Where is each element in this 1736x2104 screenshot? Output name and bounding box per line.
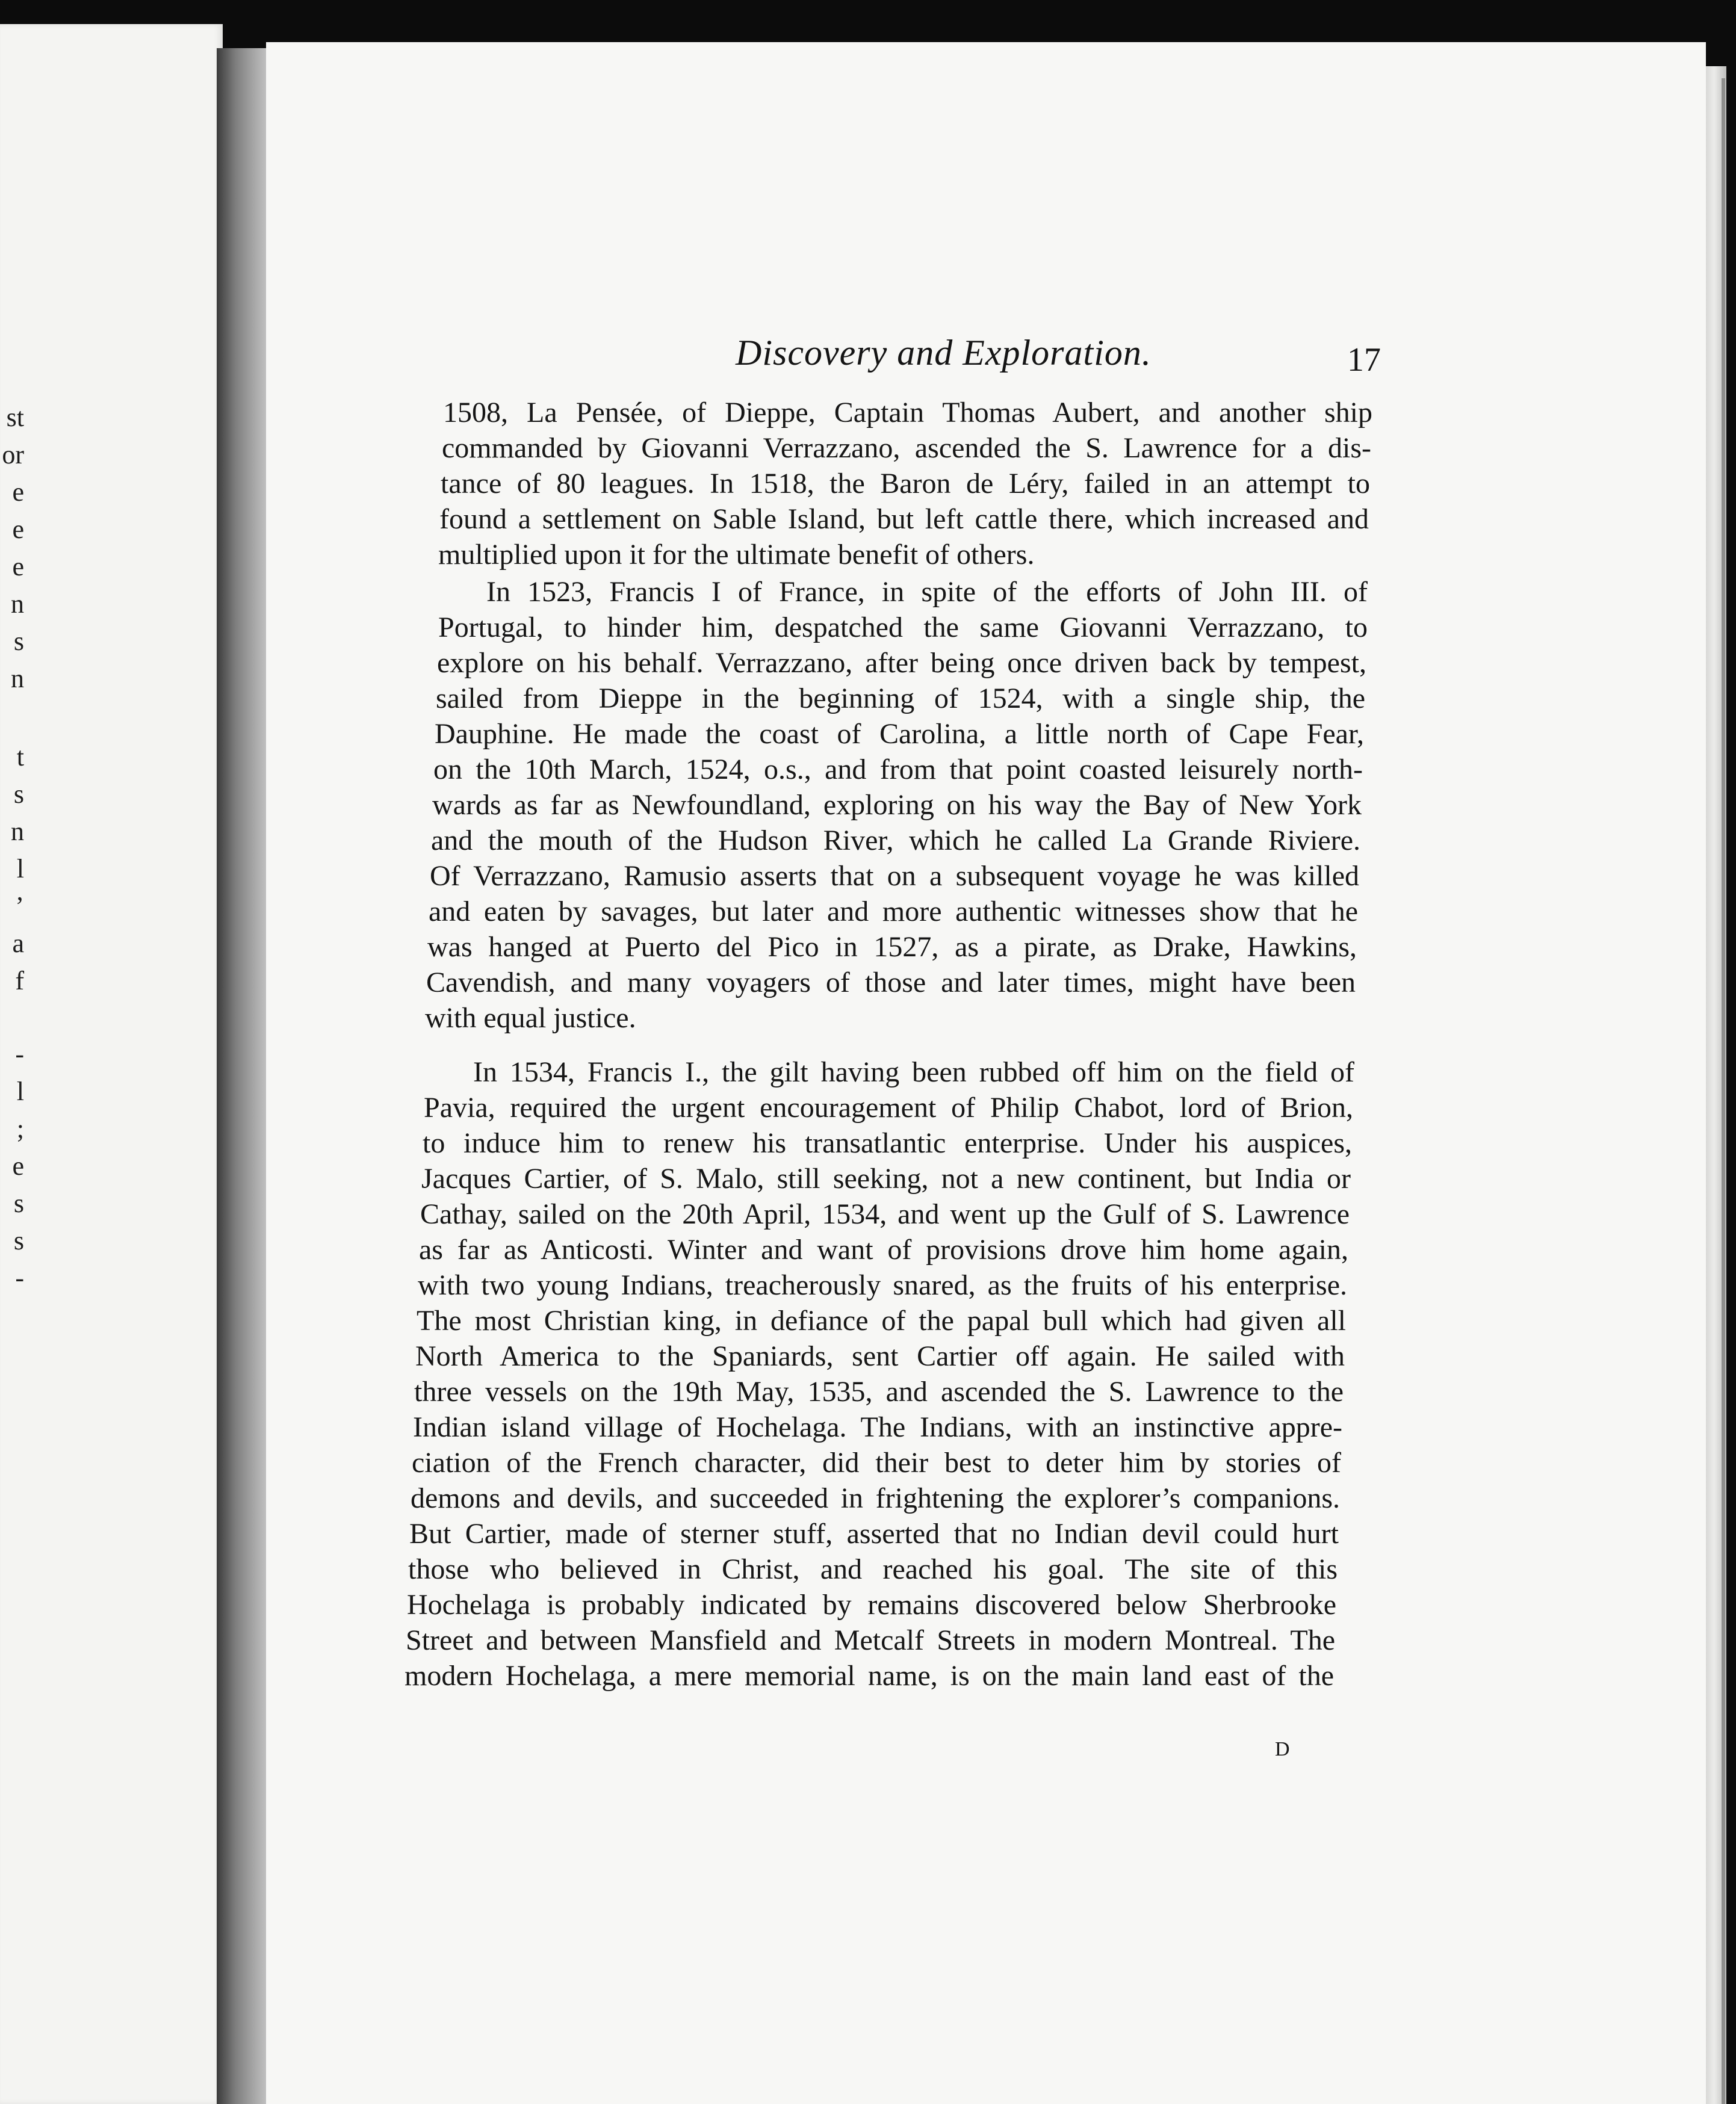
left-page-fragment: - — [15, 1263, 24, 1293]
text-line: The most Christian king, in defiance of the papal bull which had given all — [417, 1305, 1346, 1337]
text-line: as far as Anticosti. Winter and want of provisions drove him home again, — [419, 1234, 1348, 1266]
text-line: tance of 80 leagues. In 1518, the Baron de Léry, failed in an attempt to — [441, 468, 1370, 500]
left-page-fragment: t — [16, 742, 24, 772]
text-line: those who believed in Christ, and reached his goal. The site of this — [408, 1553, 1338, 1585]
text-line: and the mouth of the Hudson River, which he called La Grande Riviere. — [431, 825, 1360, 856]
page-edge-shadow — [1722, 78, 1725, 2104]
left-page-fragment: s — [13, 1226, 24, 1255]
text-line: Indian island village of Hochelaga. The Indians, with an instinctive appre- — [413, 1411, 1342, 1443]
text-line: Of Verrazzano, Ramusio asserts that on a subsequent voyage he was killed — [430, 860, 1359, 892]
text-line: found a settlement on Sable Island, but left cattle there, which increased and — [439, 503, 1369, 535]
text-line: Portugal, to hinder him, despatched the same Giovanni Verrazzano, to — [438, 611, 1368, 643]
text-line: Street and between Mansfield and Metcalf Streets in modern Montreal. The — [406, 1624, 1335, 1656]
page-number: 17 — [1347, 341, 1381, 379]
text-line: modern Hochelaga, a mere memorial name, is on the main land east of the — [405, 1660, 1334, 1692]
text-line: multiplied upon it for the ultimate benefit of others. — [438, 539, 1035, 571]
left-page-fragment: n — [11, 817, 24, 846]
left-page-fragment: e — [12, 552, 24, 581]
text-line: commanded by Giovanni Verrazzano, ascended the S. Lawrence for a dis- — [442, 432, 1371, 464]
left-page-fragment: ; — [16, 1114, 24, 1143]
left-page-fragment: l — [16, 1077, 24, 1106]
text-line: wards as far as Newfoundland, exploring on his way the Bay of New York — [432, 789, 1362, 821]
text-line: Hochelaga is probably indicated by remains discovered below Sherbrooke — [407, 1589, 1336, 1621]
text-line: ciation of the French character, did their best to deter him by stories of — [412, 1447, 1341, 1479]
text-line: In 1523, Francis I of France, in spite of the efforts of John III. of — [486, 576, 1368, 608]
text-line: explore on his behalf. Verrazzano, after being once driven back by tempest, — [437, 647, 1366, 679]
left-page-fragment: s — [13, 1189, 24, 1218]
text-line: on the 10th March, 1524, o.s., and from that point coasted leisurely north- — [433, 753, 1363, 785]
text-line: Dauphine. He made the coast of Carolina, a little north of Cape Fear, — [435, 718, 1364, 750]
text-line: with two young Indians, treacherously snared, as the fruits of his enterprise. — [418, 1269, 1347, 1301]
left-page-fragment: a — [12, 929, 24, 958]
left-page-fragment: ’ — [15, 891, 24, 921]
left-page-fragment: - — [15, 1039, 24, 1069]
left-page-fragment: l — [16, 854, 24, 883]
left-page-fragment: or — [2, 440, 24, 469]
text-line: In 1534, Francis I., the gilt having been rubbed off him on the field of — [473, 1056, 1354, 1088]
book-gutter — [217, 48, 270, 2104]
left-page-fragment: n — [11, 664, 24, 693]
left-page-fragment: e — [12, 515, 24, 544]
left-page-fragment: s — [13, 627, 24, 656]
text-line: 1508, La Pensée, of Dieppe, Captain Thomas Aubert, and another ship — [443, 397, 1372, 429]
text-line: was hanged at Puerto del Pico in 1527, as a pirate, as Drake, Hawkins, — [427, 931, 1357, 963]
text-line: Cavendish, and many voyagers of those and later times, might have been — [426, 967, 1356, 998]
text-line: Jacques Cartier, of S. Malo, still seeking, not a new continent, but India or — [421, 1163, 1351, 1195]
text-line: sailed from Dieppe in the beginning of 1524, with a single ship, the — [436, 682, 1365, 714]
signature-mark: D — [1275, 1738, 1290, 1760]
text-line: and eaten by savages, but later and more authentic witnesses show that he — [429, 896, 1358, 927]
text-line: North America to the Spaniards, sent Cartier off again. He sailed with — [415, 1340, 1345, 1372]
left-facing-page — [0, 24, 223, 2104]
left-page-fragment: st — [6, 403, 24, 432]
left-page-fragment: e — [12, 477, 24, 507]
text-line: three vessels on the 19th May, 1535, and ascended the S. Lawrence to the — [414, 1376, 1344, 1408]
text-line: with equal justice. — [425, 1002, 636, 1034]
text-line: But Cartier, made of sterner stuff, asserted that no Indian devil could hurt — [409, 1518, 1339, 1550]
left-page-fragment: f — [15, 966, 24, 995]
text-line: demons and devils, and succeeded in frightening the explorer’s companions. — [411, 1482, 1340, 1514]
text-line: to induce him to renew his transatlantic enterprise. Under his auspices, — [423, 1127, 1352, 1159]
running-head: Discovery and Exploration. — [736, 333, 1152, 373]
left-page-fragment: e — [12, 1151, 24, 1181]
left-page-fragment: s — [13, 779, 24, 809]
text-line: Pavia, required the urgent encouragement of Philip Chabot, lord of Brion, — [424, 1092, 1353, 1124]
left-page-fragment: n — [11, 589, 24, 619]
text-line: Cathay, sailed on the 20th April, 1534, and went up the Gulf of S. Lawrence — [420, 1198, 1350, 1230]
